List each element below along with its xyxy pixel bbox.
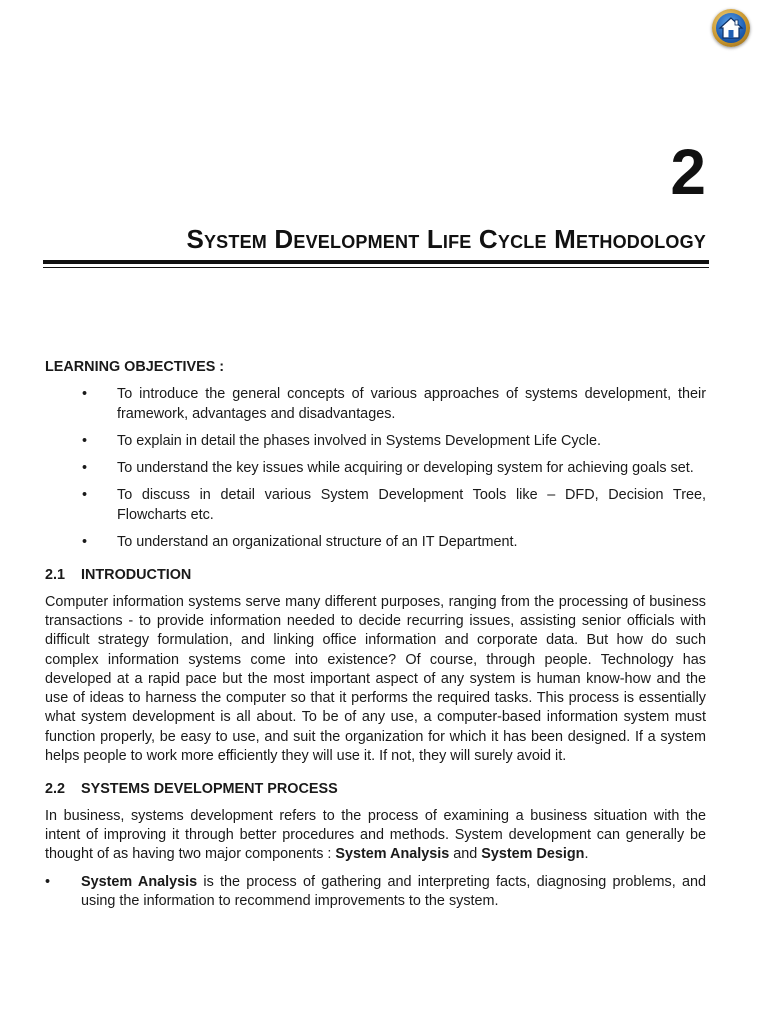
title-rule-thin <box>43 267 709 268</box>
objective-text: To understand an organizational structure of an IT Department. <box>117 534 518 551</box>
section-heading-2-1 <box>45 566 706 585</box>
section-heading-2-2 <box>45 780 706 799</box>
bullet-icon: • <box>82 460 88 477</box>
title-rule-thick <box>43 260 709 264</box>
definition-text: is the process of gathering and interpreting facts, diagnosing problems, and using the information to recommend improvements to the system. <box>81 873 706 909</box>
list-item <box>45 533 706 552</box>
objective-text: To explain in detail the phases involved in Systems Development Life Cycle. <box>117 432 601 449</box>
objective-text: To discuss in detail various System Development Tools like – DFD, Decision Tree, Flowcharts etc. <box>117 487 706 523</box>
chapter-number: 2 <box>670 136 706 208</box>
list-item <box>45 432 706 451</box>
chapter-title: System Development Life Cycle Methodology <box>186 224 706 254</box>
objective-text: To understand the key issues while acquiring or developing system for achieving goals set. <box>117 460 694 477</box>
introduction-paragraph: Computer information systems serve many different purposes, ranging from the processing of business transactions - to provide information needed to decide recurring issues, assisting senior officials with difficult strategy formulation, and linking office information and corporate data. But how do such complex information systems come into existence? Of course, through people. Technology has developed at a rapid pace but the most important aspect of any system is human know-how and the use of ideas to harness the computer so that it performs the required tasks. This process is essentially what system development is all about. To be of any use, a computer-based information system must function properly, be easy to use, and suit the organization for which it has been designed. If a system helps people to work more efficiently they will use it. If not, they will surely avoid it. <box>45 593 706 765</box>
paragraph-text: . <box>584 846 589 863</box>
bullet-icon: • <box>82 534 88 551</box>
section-number: 2.1 <box>45 567 66 584</box>
development-process-paragraph <box>45 807 706 865</box>
bullet-icon: • <box>82 487 88 504</box>
objectives-list <box>45 385 706 552</box>
section-title: SYSTEMS DEVELOPMENT PROCESS <box>81 781 338 798</box>
paragraph-text: and <box>449 846 482 863</box>
home-icon <box>718 15 744 41</box>
term-system-design: System Design <box>481 846 585 863</box>
bullet-icon: • <box>45 873 51 890</box>
definition-item-system-analysis <box>45 873 706 912</box>
list-item <box>45 459 706 478</box>
bullet-icon: • <box>82 432 88 449</box>
list-item <box>45 385 706 424</box>
definition-term: System Analysis <box>81 873 198 890</box>
objective-text: To introduce the general concepts of various approaches of systems development, their framework, advantages and disadvantages. <box>117 386 706 422</box>
section-title: INTRODUCTION <box>81 567 192 584</box>
home-button[interactable] <box>712 9 750 47</box>
bullet-icon: • <box>82 386 88 403</box>
list-item <box>45 486 706 525</box>
learning-objectives-heading: LEARNING OBJECTIVES : <box>45 359 225 375</box>
page-content <box>45 358 706 911</box>
paragraph-text: In business, systems development refers to the process of examining a business situation with the intent of improving it through better procedures and methods. System development can generally be thought of as having two major components : <box>45 807 706 863</box>
term-system-analysis: System Analysis <box>335 846 450 863</box>
section-number: 2.2 <box>45 781 66 798</box>
